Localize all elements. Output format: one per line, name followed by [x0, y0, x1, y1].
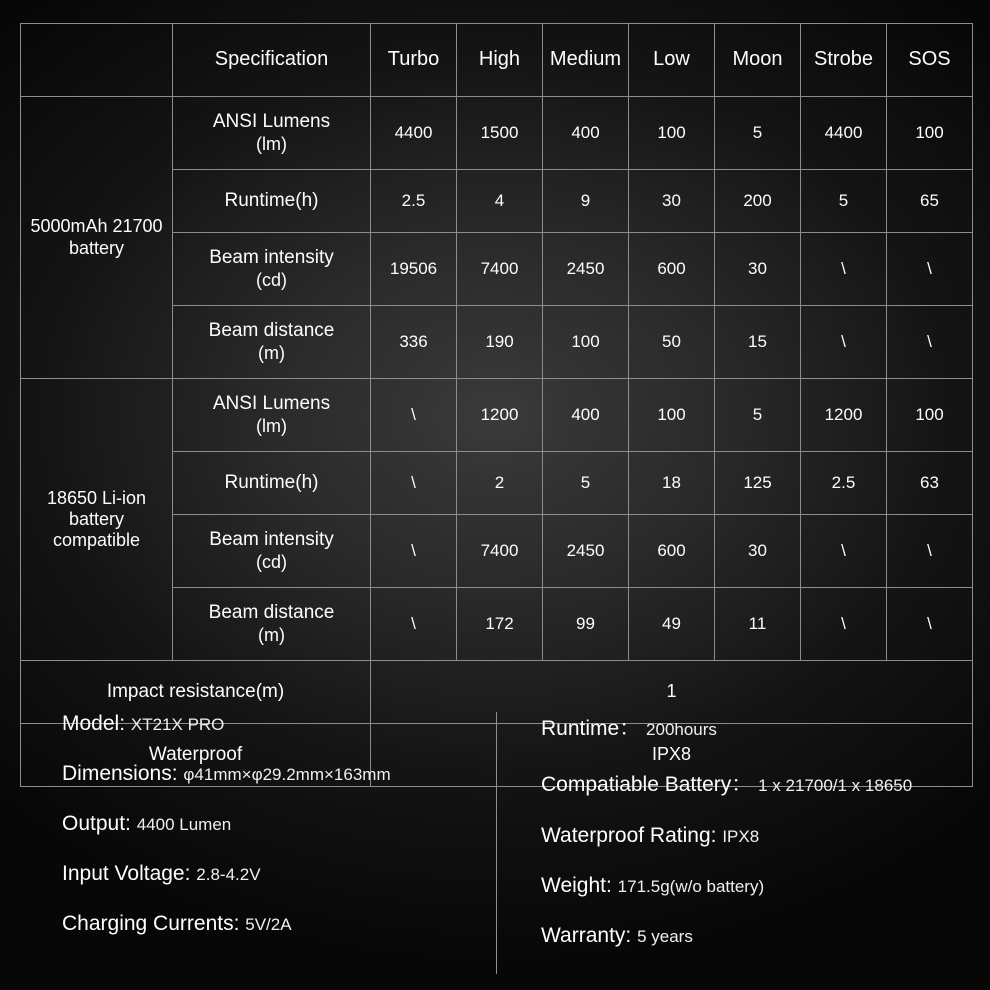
detail-label: Input Voltage: — [62, 862, 197, 885]
detail-value: φ41mm×φ29.2mm×163mm — [183, 765, 391, 784]
spec-value-cell: \ — [887, 588, 973, 661]
spec-value-cell: 2.5 — [371, 170, 457, 233]
detail-label: Dimensions: — [62, 762, 184, 785]
spec-value-cell: 172 — [457, 588, 543, 661]
footer-value-cell: IPX8 — [371, 724, 973, 787]
header-mode-strobe: Strobe — [801, 24, 887, 97]
spec-value-cell: 4400 — [801, 97, 887, 170]
detail-line — [541, 874, 972, 898]
spec-value-cell: 1500 — [457, 97, 543, 170]
spec-value-cell: 9 — [543, 170, 629, 233]
detail-value: 4400 Lumen — [136, 815, 232, 834]
detail-line — [62, 912, 496, 936]
spec-value-cell: 5 — [715, 379, 801, 452]
spec-name-cell: ANSI Lumens (lm) — [173, 379, 371, 452]
spec-name-cell: Beam distance (m) — [173, 588, 371, 661]
detail-label: Weight: — [541, 874, 618, 897]
header-mode-medium: Medium — [543, 24, 629, 97]
spec-value-cell: \ — [371, 588, 457, 661]
spec-value-cell: 5 — [543, 452, 629, 515]
footer-value-cell: 1 — [371, 661, 973, 724]
spec-name-cell: Runtime(h) — [173, 170, 371, 233]
detail-line — [62, 862, 496, 886]
detail-line — [62, 812, 496, 836]
spec-value-cell: 2450 — [543, 515, 629, 588]
spec-name-cell: Beam distance (m) — [173, 306, 371, 379]
detail-value: XT21X PRO — [130, 715, 225, 734]
spec-value-cell: 100 — [887, 97, 973, 170]
header-mode-high: High — [457, 24, 543, 97]
spec-value-cell: \ — [887, 515, 973, 588]
spec-value-cell: \ — [887, 233, 973, 306]
spec-value-cell: 4400 — [371, 97, 457, 170]
spec-value-cell: 19506 — [371, 233, 457, 306]
spec-value-cell: 99 — [543, 588, 629, 661]
spec-value-cell: 5 — [801, 170, 887, 233]
detail-value: IPX8 — [722, 827, 760, 846]
detail-label: Waterproof Rating: — [541, 824, 723, 847]
spec-value-cell: 190 — [457, 306, 543, 379]
spec-name-cell: Beam intensity (cd) — [173, 233, 371, 306]
spec-value-cell: \ — [801, 233, 887, 306]
table-row — [21, 97, 973, 170]
spec-value-cell: 4 — [457, 170, 543, 233]
spec-value-cell: 30 — [629, 170, 715, 233]
spec-value-cell: 400 — [543, 379, 629, 452]
detail-line — [541, 712, 972, 742]
header-mode-moon: Moon — [715, 24, 801, 97]
spec-value-cell: 7400 — [457, 515, 543, 588]
spec-value-cell: 30 — [715, 233, 801, 306]
header-mode-sos: SOS — [887, 24, 973, 97]
detail-line — [541, 924, 972, 948]
spec-value-cell: 100 — [887, 379, 973, 452]
footer-label-cell: Waterproof — [21, 724, 371, 787]
spec-value-cell: \ — [801, 306, 887, 379]
detail-label: Output: — [62, 812, 137, 835]
spec-value-cell: \ — [801, 515, 887, 588]
spec-value-cell: 2.5 — [801, 452, 887, 515]
detail-value: 1 x 21700/1 x 18650 — [758, 776, 913, 795]
spec-value-cell: 100 — [629, 379, 715, 452]
spec-value-cell: 200 — [715, 170, 801, 233]
detail-label: Model: — [62, 712, 131, 735]
table-header-row — [21, 24, 973, 97]
detail-line — [541, 768, 972, 798]
detail-value: 5 years — [637, 927, 693, 946]
battery-category-cell: 18650 Li-ion battery compatible — [21, 379, 173, 661]
spec-value-cell: 1200 — [801, 379, 887, 452]
spec-value-cell: 49 — [629, 588, 715, 661]
details-section — [20, 712, 972, 974]
footer-label-cell: Impact resistance(m) — [21, 661, 371, 724]
header-specification: Specification — [173, 24, 371, 97]
detail-value: 2.8-4.2V — [196, 865, 261, 884]
specification-table-container — [20, 23, 972, 787]
spec-name-cell: Beam intensity (cd) — [173, 515, 371, 588]
battery-category-cell: 5000mAh 21700 battery — [21, 97, 173, 379]
spec-name-cell: Runtime(h) — [173, 452, 371, 515]
spec-value-cell: 63 — [887, 452, 973, 515]
spec-value-cell: 1200 — [457, 379, 543, 452]
header-mode-low: Low — [629, 24, 715, 97]
header-mode-turbo: Turbo — [371, 24, 457, 97]
detail-label: Runtime： — [541, 717, 647, 740]
spec-value-cell: 2 — [457, 452, 543, 515]
spec-value-cell: 2450 — [543, 233, 629, 306]
spec-value-cell: 100 — [543, 306, 629, 379]
spec-value-cell: 18 — [629, 452, 715, 515]
spec-value-cell: 336 — [371, 306, 457, 379]
spec-value-cell: 600 — [629, 233, 715, 306]
detail-line — [62, 762, 496, 786]
spec-value-cell: 50 — [629, 306, 715, 379]
detail-label: Compatiable Battery： — [541, 773, 759, 796]
spec-name-cell: ANSI Lumens (lm) — [173, 97, 371, 170]
spec-value-cell: \ — [371, 515, 457, 588]
spec-value-cell: 100 — [629, 97, 715, 170]
detail-label: Charging Currents: — [62, 912, 246, 935]
spec-value-cell: 15 — [715, 306, 801, 379]
spec-value-cell: 600 — [629, 515, 715, 588]
spec-value-cell: \ — [371, 379, 457, 452]
detail-line — [541, 824, 972, 848]
detail-line — [62, 712, 496, 736]
spec-value-cell: 5 — [715, 97, 801, 170]
spec-value-cell: 65 — [887, 170, 973, 233]
table-row — [21, 379, 973, 452]
spec-value-cell: \ — [371, 452, 457, 515]
detail-value: 5V/2A — [245, 915, 292, 934]
spec-value-cell: 11 — [715, 588, 801, 661]
spec-value-cell: 400 — [543, 97, 629, 170]
specification-table — [20, 23, 973, 787]
spec-value-cell: 7400 — [457, 233, 543, 306]
spec-value-cell: \ — [801, 588, 887, 661]
spec-value-cell: 125 — [715, 452, 801, 515]
details-right-column — [496, 712, 972, 974]
detail-value: 200hours — [646, 720, 717, 739]
spec-value-cell: 30 — [715, 515, 801, 588]
detail-label: Warranty: — [541, 924, 638, 947]
spec-value-cell: \ — [887, 306, 973, 379]
details-left-column — [20, 712, 496, 974]
detail-value: 171.5g(w/o battery) — [617, 877, 765, 896]
header-corner-cell — [21, 24, 173, 97]
